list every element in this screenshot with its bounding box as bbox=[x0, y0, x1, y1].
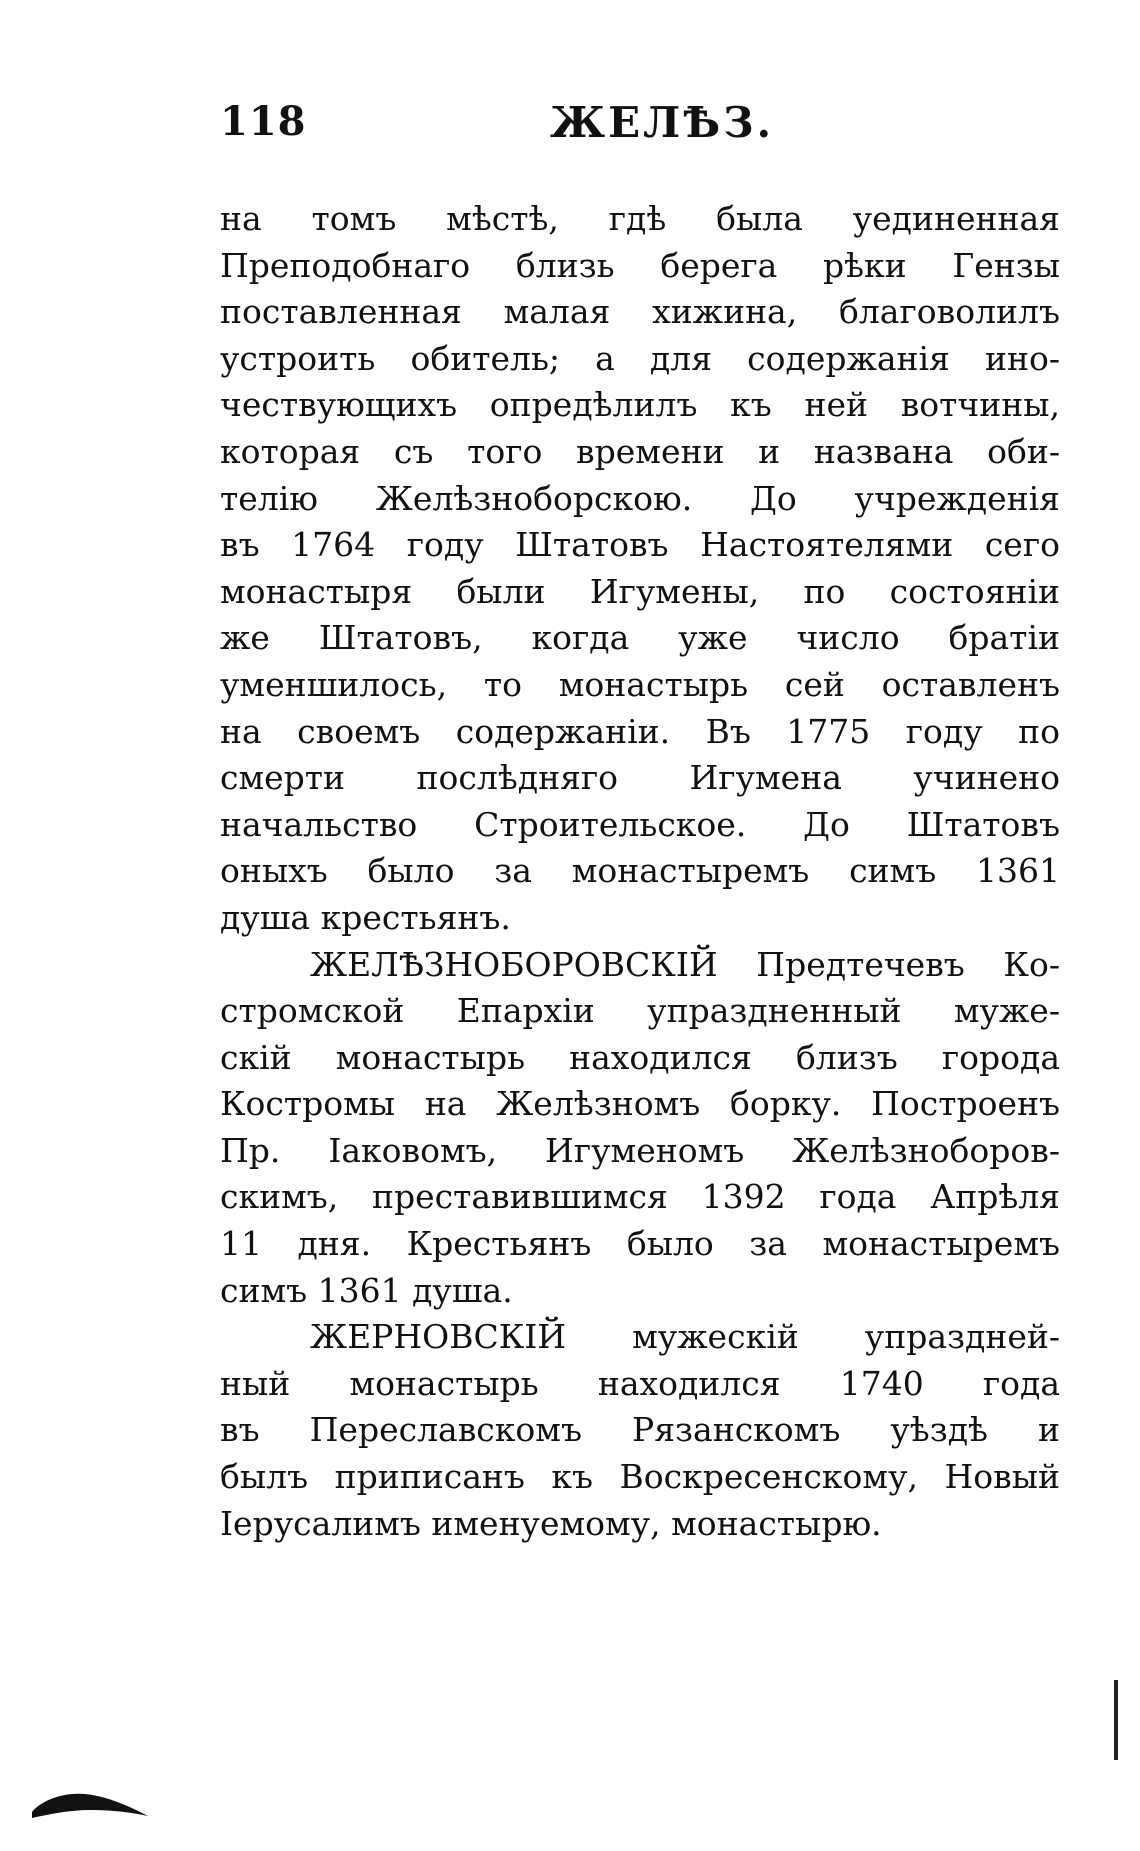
body-text bbox=[220, 196, 1060, 1547]
text-line: чествующихъ опредѣлилъ къ ней вотчины, bbox=[220, 385, 1060, 425]
text-line: телiю Желѣзноборскою. До учрежденiя bbox=[220, 478, 1060, 518]
text-line: скiй монастырь находился близъ города bbox=[220, 1037, 1060, 1077]
text-line: же Штатовъ, когда уже число братiи bbox=[220, 618, 1060, 658]
text-line: въ 1764 году Штатовъ Настоятелями сего bbox=[220, 525, 1060, 565]
ink-blot bbox=[30, 1782, 150, 1822]
text-line: поставленная малая хижина, благоволилъ bbox=[220, 292, 1060, 332]
text-line: ный монастырь находился 1740 года bbox=[220, 1363, 1060, 1403]
entry-heading-line: ЖЕЛѢЗНОБОРОВСКIЙ Предтечевъ Ко- bbox=[310, 944, 1060, 984]
text-line: уменшилось, то монастырь сей оставленъ bbox=[220, 664, 1060, 704]
entry-heading-line: ЖЕРНОВСКIЙ мужескiй упраздней- bbox=[310, 1317, 1060, 1357]
page-edge-mark bbox=[1114, 1680, 1118, 1760]
page-header bbox=[220, 98, 1060, 158]
text-line: устроить обитель; а для содержанiя ино- bbox=[220, 338, 1060, 378]
text-line: смерти послѣдняго Игумена учинено bbox=[220, 758, 1060, 798]
running-head: ЖЕЛѢЗ. bbox=[550, 98, 775, 147]
text-line: былъ приписанъ къ Воскресенскому, Новый bbox=[220, 1457, 1060, 1497]
text-line: душа крестьянъ. bbox=[220, 897, 511, 937]
text-line: Костромы на Желѣзномъ борку. Построенъ bbox=[220, 1084, 1060, 1124]
text-line: Пр. Iаковомъ, Игуменомъ Желѣзноборов- bbox=[220, 1130, 1060, 1170]
text-line: въ Переславскомъ Рязанскомъ уѣздѣ и bbox=[220, 1410, 1060, 1450]
text-line: 11 дня. Крестьянъ было за монастыремъ bbox=[220, 1224, 1060, 1264]
text-line: стромской Епархiи упраздненный муже- bbox=[220, 991, 1060, 1031]
text-line: на своемъ содержанiи. Въ 1775 году по bbox=[220, 711, 1060, 751]
text-line: симъ 1361 душа. bbox=[220, 1270, 513, 1310]
text-line: оныхъ было за монастыремъ симъ 1361 bbox=[220, 851, 1060, 891]
text-line: начальство Строительское. До Штатовъ bbox=[220, 804, 1060, 844]
text-line: скимъ, преставившимся 1392 года Апрѣля bbox=[220, 1177, 1060, 1217]
text-line: на томъ мѣстѣ, гдѣ была уединенная bbox=[220, 199, 1060, 238]
text-line: которая съ того времени и названа оби- bbox=[220, 431, 1060, 471]
page-number: 118 bbox=[220, 98, 307, 145]
text-line: Iерусалимъ именуемому, монастырю. bbox=[220, 1503, 882, 1543]
text-line: Преподобнаго близь берега рѣки Гензы bbox=[220, 245, 1060, 285]
text-line: монастыря были Игумены, по состоянiи bbox=[220, 571, 1060, 611]
